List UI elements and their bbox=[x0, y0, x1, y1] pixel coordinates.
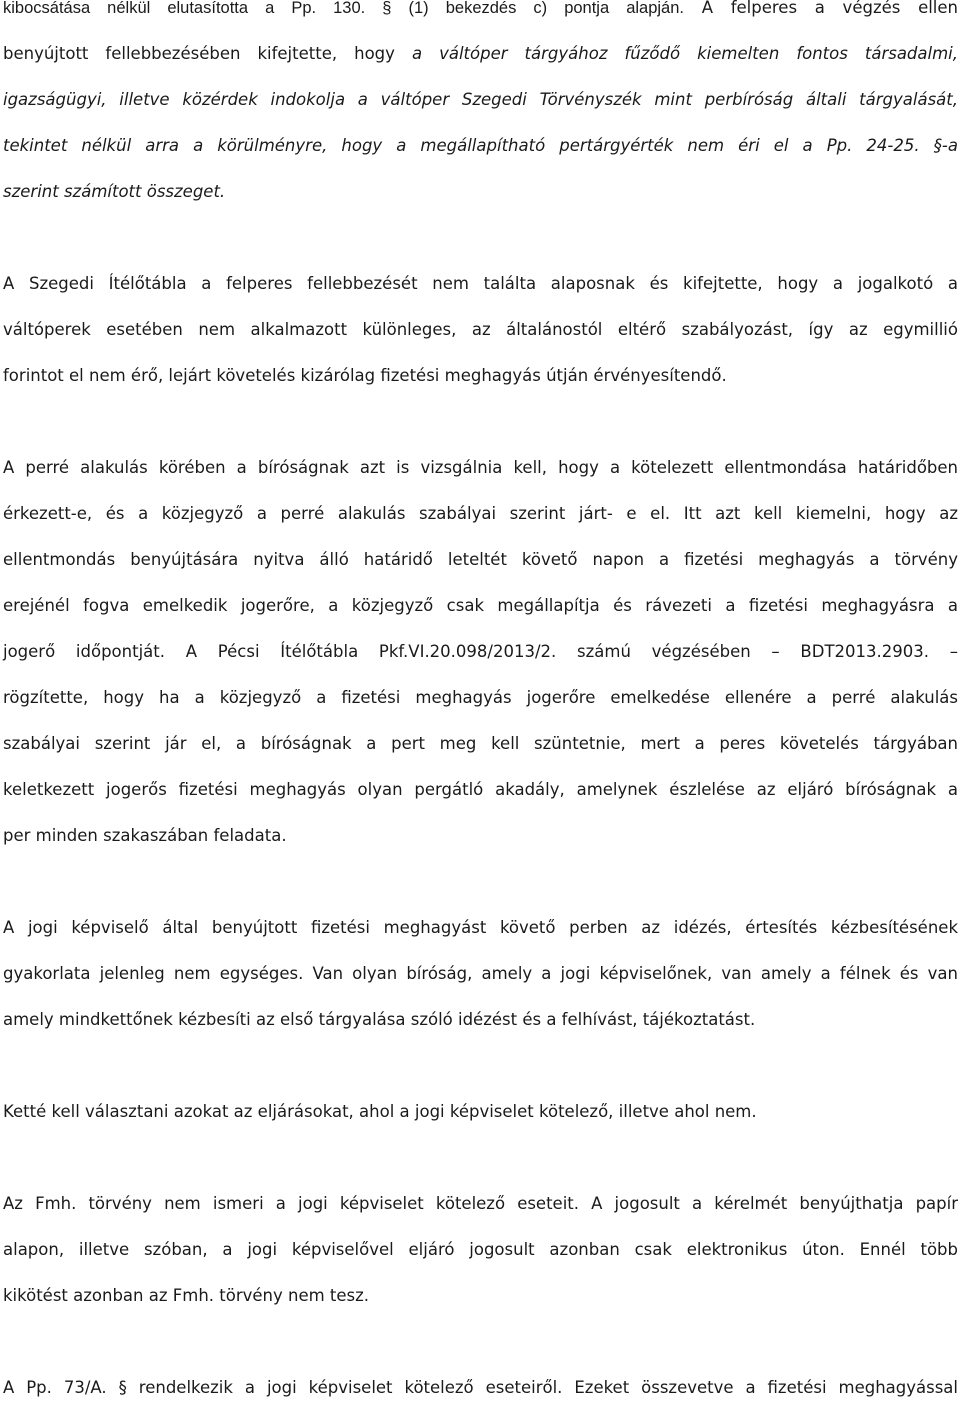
paragraph-3-line-1: A perré alakulás körében a bíróságnak azt is vizsgálnia kell, hogy a kötelezett ellentmondása határidőben bbox=[3, 458, 958, 477]
paragraph-6-line-1: Az Fmh. törvény nem ismeri a jogi képviselet kötelező eseteit. A jogosult a kérelmét benyújthatja papír bbox=[3, 1194, 958, 1213]
paragraph-1-line-3: igazságügyi, illetve közérdek indokolja a váltóper Szegedi Törvényszék mint perbíróság általi tárgyalását, bbox=[3, 90, 958, 109]
text-run: A felperes a végzés ellen bbox=[684, 0, 958, 17]
paragraph-gap bbox=[3, 859, 958, 905]
text-run: a váltóper tárgyához fűződő kiemelten fontos társadalmi, bbox=[411, 44, 959, 63]
paragraph-3 bbox=[3, 445, 958, 859]
paragraph-2-line-1: A Szegedi Ítélőtábla a felperes fellebbezését nem találta alaposnak és kifejtette, hogy a jogalkotó a bbox=[3, 274, 958, 293]
text-run: benyújtott fellebbezésében kifejtette, hogy bbox=[3, 44, 412, 63]
paragraph-6-line-3: kikötést azonban az Fmh. törvény nem tesz. bbox=[3, 1286, 370, 1305]
paragraph-3-line-9: per minden szakaszában feladata. bbox=[3, 826, 287, 845]
paragraph-4 bbox=[3, 905, 958, 1043]
paragraph-3-line-5: jogerő időpontját. A Pécsi Ítélőtábla Pkf.VI.20.098/2013/2. számú végzésében – BDT2013.2903. – bbox=[3, 642, 958, 661]
paragraph-4-line-3: amely mindkettőnek kézbesíti az első tárgyalása szóló idézést és a felhívást, tájékoztatást. bbox=[3, 1010, 756, 1029]
paragraph-1-line-4: tekintet nélkül arra a körülményre, hogy a megállapítható pertárgyérték nem éri el a Pp. 24-25. §-a bbox=[3, 136, 958, 155]
paragraph-gap bbox=[3, 1319, 958, 1365]
paragraph-7-line-1: A Pp. 73/A. § rendelkezik a jogi képviselet kötelező eseteiről. Ezeket összevetve a fizetési meghagyással bbox=[3, 1378, 958, 1397]
paragraph-1-line-1 bbox=[3, 0, 958, 31]
paragraph-5 bbox=[3, 1089, 958, 1135]
text-run: kibocsátása nélkül elutasította a Pp. 130. § (1) bekezdés c) pontja alapján. bbox=[3, 0, 684, 17]
paragraph-1-line-2 bbox=[3, 31, 958, 77]
paragraph-4-line-1: A jogi képviselő által benyújtott fizetési meghagyást követő perben az idézés, értesítés kézbesítésének bbox=[3, 918, 958, 937]
paragraph-gap bbox=[3, 399, 958, 445]
paragraph-7 bbox=[3, 1365, 958, 1406]
paragraph-3-line-7: szabályai szerint jár el, a bíróságnak a pert meg kell szüntetnie, mert a peres követelés tárgyában bbox=[3, 734, 958, 753]
paragraph-6-line-2: alapon, illetve szóban, a jogi képviselővel eljáró jogosult azonban csak elektronikus úton. Ennél több bbox=[3, 1240, 958, 1259]
paragraph-3-line-2: érkezett-e, és a közjegyző a perré alakulás szabályai szerint járt- e el. Itt azt kell kiemelni, hogy az bbox=[3, 504, 958, 523]
paragraph-2-line-2: váltóperek esetében nem alkalmazott különleges, az általánostól eltérő szabályozást, így az egymillió bbox=[3, 320, 958, 339]
paragraph-4-line-2: gyakorlata jelenleg nem egységes. Van olyan bíróság, amely a jogi képviselőnek, van amely a félnek és van bbox=[3, 964, 958, 983]
paragraph-gap bbox=[3, 1135, 958, 1181]
paragraph-1-line-5: szerint számított összeget. bbox=[3, 182, 226, 201]
paragraph-2 bbox=[3, 261, 958, 399]
paragraph-2-line-3: forintot el nem érő, lejárt követelés kizárólag fizetési meghagyás útján érvényesítendő. bbox=[3, 366, 727, 385]
paragraph-3-line-6: rögzítette, hogy ha a közjegyző a fizetési meghagyás jogerőre emelkedése ellenére a perré alakulás bbox=[3, 688, 958, 707]
paragraph-gap bbox=[3, 1043, 958, 1089]
paragraph-1 bbox=[3, 0, 958, 215]
paragraph-6 bbox=[3, 1181, 958, 1319]
paragraph-3-line-3: ellentmondás benyújtására nyitva álló határidő leteltét követő napon a fizetési meghagyás a törvény bbox=[3, 550, 958, 569]
paragraph-gap bbox=[3, 215, 958, 261]
paragraph-3-line-8: keletkezett jogerős fizetési meghagyás olyan pergátló akadály, amelynek észlelése az eljáró bíróságnak a bbox=[3, 780, 958, 799]
paragraph-5-line-1: Ketté kell választani azokat az eljárásokat, ahol a jogi képviselet kötelező, illetve ahol nem. bbox=[3, 1102, 757, 1121]
paragraph-3-line-4: erejénél fogva emelkedik jogerőre, a közjegyző csak megállapítja és rávezeti a fizetési meghagyásra a bbox=[3, 596, 958, 615]
